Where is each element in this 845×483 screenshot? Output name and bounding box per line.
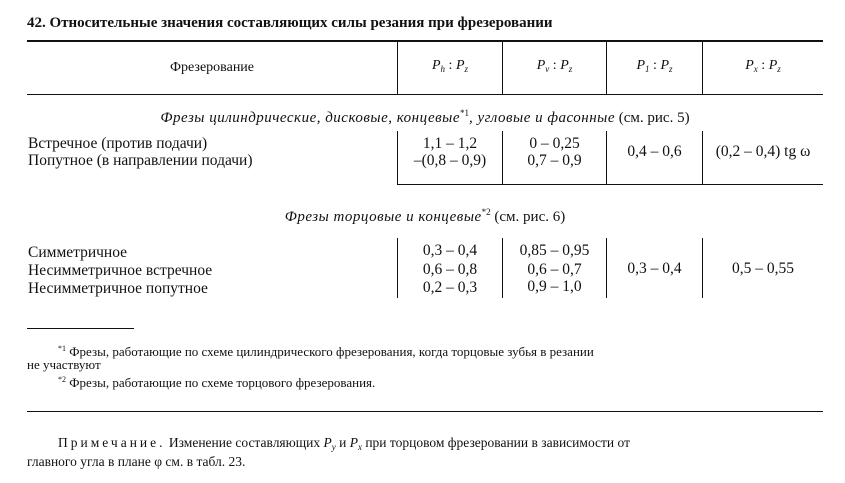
header-pv-sub: v <box>545 64 550 74</box>
section2-ph-3: 0,2 – 0,3 <box>422 279 478 296</box>
note-py-sub: y <box>331 442 336 452</box>
note-py: P <box>323 435 332 450</box>
section1-ph-2: –(0,8 – 0,9) <box>413 152 487 169</box>
header-rule <box>27 94 823 95</box>
footnote-1-text: Фрезы, работающие по схеме цилиндрического фрезерования, когда торцовые зубья в резании <box>66 344 594 359</box>
section1-p1: 0,4 – 0,6 <box>627 143 682 160</box>
footnote-2-text: Фрезы, работающие по схеме торцового фрезерования. <box>66 375 376 390</box>
section2-pv-3: 0,9 – 1,0 <box>527 278 582 295</box>
section2-label-2: Несимметричное встречное <box>28 262 213 279</box>
section2-ph-2: 0,6 – 0,8 <box>422 261 478 278</box>
table-title: 42. Относительные значения составляющих силы резания при фрезеровании <box>27 15 553 31</box>
section2-pv-2: 0,6 – 0,7 <box>527 261 582 278</box>
section1-label-1: Встречное (против подачи) <box>28 135 208 152</box>
note-line-2: главного угла в плане φ см. в табл. 23. <box>27 454 246 469</box>
section1-divider-2 <box>502 131 503 184</box>
section2-divider-4 <box>702 238 703 298</box>
header-p1 <box>607 58 702 74</box>
footnote-1 <box>58 342 594 359</box>
note-label: Примечание. <box>58 435 166 450</box>
section1-label-2: Попутное (в направлении подачи) <box>28 152 253 169</box>
header-px-sub: x <box>753 64 758 74</box>
section1-divider-3 <box>606 131 607 184</box>
section1-title2: , угловые и фасонные <box>469 110 615 126</box>
note-text1: Изменение составляющих <box>165 435 324 450</box>
header-p1-sub2: z <box>669 64 673 74</box>
section1-px: (0,2 – 0,4) tg ω <box>715 143 811 160</box>
section1-divider-4 <box>702 131 703 184</box>
header-px-p2: P <box>768 58 778 73</box>
header-p1-sep: : <box>649 58 661 73</box>
section1-rule <box>397 184 823 185</box>
section2-px: 0,5 – 0,55 <box>732 260 794 277</box>
section1-divider-1 <box>397 131 398 184</box>
header-px-sub2: z <box>777 64 781 74</box>
header-pv <box>503 58 606 74</box>
section1-ph-1: 1,1 – 1,2 <box>422 135 478 152</box>
note-px-sub: x <box>357 442 362 452</box>
top-rule <box>27 40 823 42</box>
header-pv-sub2: z <box>568 64 573 74</box>
header-px-sep: : <box>757 58 769 73</box>
section2-label-3: Несимметричное попутное <box>28 280 208 297</box>
section1-heading <box>27 108 823 127</box>
header-p1-p2: P <box>660 58 669 73</box>
section1-ref: (см. рис. 5) <box>615 110 690 126</box>
header-ph-p: P <box>431 58 441 73</box>
header-ph-p2: P <box>455 58 465 73</box>
note-text2: при торцовом фрезеровании в зависимости от <box>361 435 630 450</box>
footnote-2-mark: *2 <box>58 375 66 384</box>
section2-p1: 0,3 – 0,4 <box>627 260 682 277</box>
header-p1-p: P <box>636 58 646 73</box>
header-divider-2 <box>502 42 503 94</box>
header-pv-p: P <box>536 58 546 73</box>
bottom-rule <box>27 411 823 412</box>
section1-title: Фрезы цилиндрические, дисковые, концевые <box>160 110 460 126</box>
footnote-1-mark: *1 <box>58 344 66 353</box>
header-divider-3 <box>606 42 607 94</box>
header-ph-sep: : <box>445 58 456 73</box>
section1-pv-2: 0,7 – 0,9 <box>527 152 582 169</box>
section1-mark: *1 <box>460 108 469 118</box>
section2-mark: *2 <box>481 207 491 217</box>
note-and: и <box>335 435 350 450</box>
header-ph-sub: h <box>440 64 446 74</box>
footnote-separator <box>27 328 134 329</box>
section2-ph-1: 0,3 – 0,4 <box>422 242 478 259</box>
section2-title: Фрезы торцовые и концевые <box>284 209 482 225</box>
section2-label-1: Симметричное <box>28 244 128 261</box>
header-divider-1 <box>397 42 398 94</box>
header-p1-sub: 1 <box>645 64 650 74</box>
header-ph-sub2: z <box>464 64 469 74</box>
section2-ref: (см. рис. 6) <box>490 209 566 225</box>
header-px-p: P <box>745 58 754 73</box>
section1-pv-1: 0 – 0,25 <box>529 135 580 152</box>
note-px: P <box>349 435 358 450</box>
footnote-1-cont: не участвуют <box>27 357 101 372</box>
section2-divider-2 <box>502 238 503 298</box>
section2-divider-3 <box>606 238 607 298</box>
section2-divider-1 <box>397 238 398 298</box>
header-ph <box>398 58 502 74</box>
header-milling: Фрезерование <box>169 60 255 75</box>
section2-heading <box>27 207 823 226</box>
section2-pv-1: 0,85 – 0,95 <box>519 242 590 259</box>
header-pv-sep: : <box>549 58 561 73</box>
footnote-2 <box>58 373 375 390</box>
header-divider-4 <box>702 42 703 94</box>
header-px <box>703 58 823 74</box>
header-pv-p2: P <box>560 58 569 73</box>
